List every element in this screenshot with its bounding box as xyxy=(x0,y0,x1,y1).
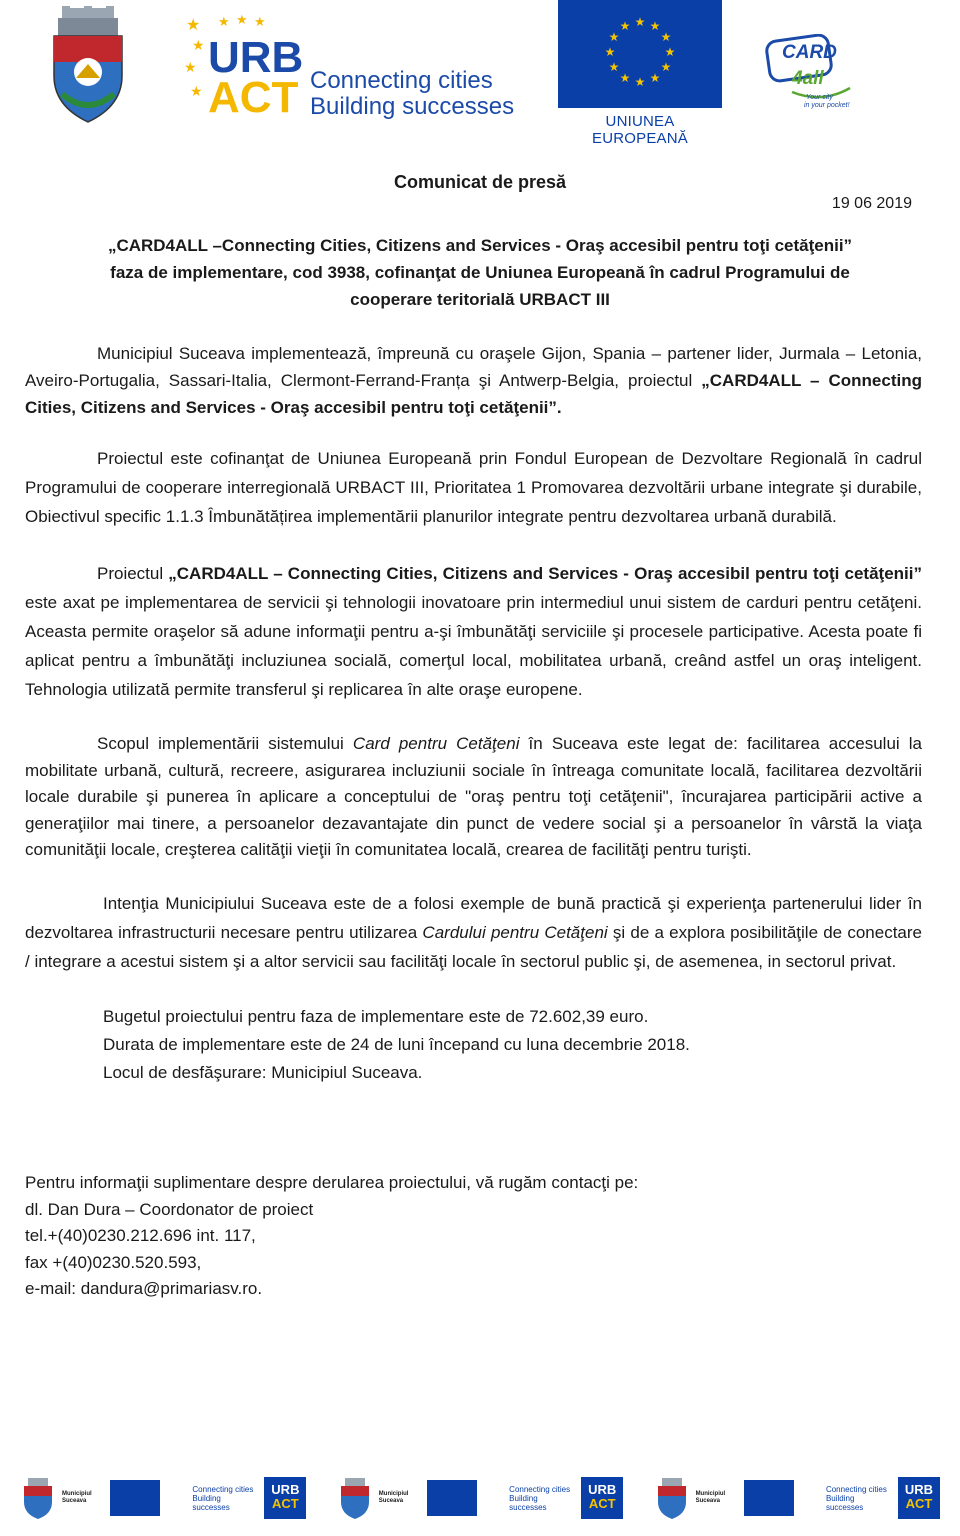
footer-muni-label xyxy=(696,1491,736,1505)
paragraph-project-description xyxy=(25,559,922,704)
footer-group-2 xyxy=(192,1477,306,1519)
footer-muni-label-1: Municipiul xyxy=(378,1491,409,1497)
footer-cc-label-2: Building successes xyxy=(509,1493,547,1512)
urbact-word-act: ACT xyxy=(208,73,299,122)
svg-text:★: ★ xyxy=(660,30,672,44)
footer-coat-icon xyxy=(656,1476,688,1520)
paragraph-scope-card-name: Card pentru Cetăţeni xyxy=(352,734,520,753)
paragraph-partners-text: Municipiul Suceava implementează, împreună cu oraşele Gijon, Spania – partener lider, Jurmala – Letonia, Aveiro-Portugalia, Sassari-Italia, Clermont-Ferrand-Franța şi Antwerp-Belgia, proiectul xyxy=(25,344,922,390)
svg-text:★: ★ xyxy=(649,19,661,33)
footer-muni-label-2: Suceava xyxy=(695,1498,720,1504)
footer-muni-label-2: Suceava xyxy=(62,1498,87,1504)
footer-urb: URB xyxy=(271,1482,300,1497)
footer-cc-label-2: Building successes xyxy=(825,1493,864,1512)
footer-group-4 xyxy=(509,1477,623,1519)
svg-text:★: ★ xyxy=(190,84,203,100)
budget-line: Bugetul proiectului pentru faza de implementare este de 72.602,39 euro. xyxy=(103,1007,649,1026)
footer-cc-label xyxy=(826,1485,890,1512)
eu-label: UNIUNEA EUROPEANĂ xyxy=(592,113,688,147)
footer-cc-label-1: Connecting cities xyxy=(825,1484,887,1494)
document-title: Comunicat de presă xyxy=(393,172,567,192)
footer-eu-flag-icon xyxy=(427,1480,477,1516)
contact-intro: Pentru informaţii suplimentare despre derularea proiectului, vă rugăm contacţi pe: xyxy=(25,1173,639,1192)
paragraph-project-description-text: este axat pe implementarea de servicii şi tehnologii inovatoare prin intermediul unui sistem de carduri pentru cetăţeni. Aceasta permite oraşelor să adune informaţii pentru a-şi îmbunătăţi serviciile şi procesele participative. Acesta poate fi aplicat pentru a îmbunătăţi incluziunea socială, comerţul local, mobilitatea urbană, creând astfel un oraş inteligent. Tehnologia utilizată permite transferul şi replicarea în alte oraşe europene. xyxy=(25,593,922,699)
paragraph-cofinancing: Proiectul este cofinanţat de Uniunea Europeană prin Fondul European de Dezvoltare Regională în cadrul Programului de cooperare interregională URBACT III, Prioritatea 1 Promovarea dezvoltării urbane integrate şi durabile, Obiectivul specific 1.1.3 Îmbunătățirea implementării planurilor integrate pentru dezvoltarea urbană durabilă. xyxy=(25,449,922,526)
svg-text:★: ★ xyxy=(236,13,248,28)
project-title-line-2: faza de implementare, cod 3938, cofinanţat de Uniunea Europeană în cadrul Programului de xyxy=(110,263,850,282)
footer-muni-label-1: Municipiul xyxy=(695,1491,726,1497)
footer-act: ACT xyxy=(588,1496,616,1511)
footer-cc-label xyxy=(509,1485,573,1512)
paragraph-partners xyxy=(25,340,922,421)
location-line: Locul de desfăşurare: Municipiul Suceava. xyxy=(103,1063,423,1082)
contact-fax: fax +(40)0230.520.593, xyxy=(25,1252,202,1272)
paragraph-scope-text: în Suceava este legat de: facilitarea accesului la mobilitate urbană, cultură, recreere, asigurarea incluziunii sociale în întreaga comunitate locală, facilitarea dezvoltării locale durabile şi punerea în aplicare a conceptului de "oraş pentru toţi cetăţenii", încurajarea participării active a generaţiilor mai tinere, a persoanelor dezavantajate din punct de vedere social şi a persoanelor în vârstă la viaţa comunităţii locale, creşterea calităţii vieţii în comunitatea locală, crearea de facilităţi pentru turişti. xyxy=(25,734,922,859)
paragraph-scope xyxy=(25,731,922,864)
svg-text:★: ★ xyxy=(619,19,631,33)
footer-eu-flag-icon xyxy=(744,1480,794,1516)
card4all-word-card: CARD xyxy=(782,42,837,63)
svg-text:★: ★ xyxy=(218,15,230,30)
footer-cc-label-1: Connecting cities xyxy=(509,1484,571,1494)
svg-text:★: ★ xyxy=(634,75,646,89)
footer-urbact-logo xyxy=(581,1477,623,1519)
footer-act: ACT xyxy=(272,1496,299,1511)
paragraph-partners-project-name: „CARD4ALL – Connecting Cities, Citizens and Services - Oraş accesibil pentru toţi cetăţenii”. xyxy=(25,371,922,417)
footer-urbact-logo xyxy=(264,1477,306,1519)
footer-coat-icon xyxy=(339,1476,371,1520)
paragraph-intention-intro: Intenţia Municipiului Suceava este de a folosi exemple de bună practică şi experienţa partenerului lider în dezvoltarea infrastructurii necesare pentru utilizarea xyxy=(25,894,922,942)
svg-text:★: ★ xyxy=(186,15,201,34)
footer-muni-label xyxy=(379,1491,419,1505)
urbact-tagline-1: Connecting cities xyxy=(310,67,493,94)
svg-text:★: ★ xyxy=(254,15,266,30)
footer-muni-label-1: Municipiul xyxy=(62,1491,92,1497)
svg-text:★: ★ xyxy=(660,60,672,74)
contact-block xyxy=(25,1170,638,1303)
svg-text:★: ★ xyxy=(604,45,616,59)
suceava-coat-of-arms-icon xyxy=(48,6,128,124)
footer-urb: URB xyxy=(904,1482,934,1497)
paragraph-project-description-intro: Proiectul xyxy=(97,564,169,583)
svg-text:★: ★ xyxy=(192,38,205,54)
footer-urb: URB xyxy=(588,1482,617,1497)
contact-person: dl. Dan Dura – Coordonator de proiect xyxy=(25,1199,314,1219)
paragraph-scope-intro: Scopul implementării sistemului xyxy=(97,734,353,753)
urbact-logo xyxy=(184,10,524,130)
svg-text:★: ★ xyxy=(649,71,661,85)
footer-urbact-logo xyxy=(898,1477,940,1519)
urbact-tagline-2: Building successes xyxy=(310,93,515,120)
paragraph-intention-text: şi de a explora posibilităţile de conectare / integrare a acestui sistem şi a altor servicii sau facilităţi locale în sectorul public şi, de asemenea, in sectorul privat. xyxy=(25,923,923,971)
paragraph-intention-card-name: Cardului pentru Cetăţeni xyxy=(422,923,608,942)
svg-text:★: ★ xyxy=(634,15,646,29)
footer-coat-icon xyxy=(22,1476,54,1520)
svg-text:★: ★ xyxy=(619,71,631,85)
paragraph-intention xyxy=(25,889,922,976)
urbact-stars-icon xyxy=(184,10,210,110)
svg-text:★: ★ xyxy=(608,30,620,44)
eu-flag-icon xyxy=(558,0,722,108)
footer-cc-label xyxy=(192,1485,256,1512)
svg-text:★: ★ xyxy=(608,60,620,74)
footer-act: ACT xyxy=(905,1496,933,1511)
duration-line: Durata de implementare este de 24 de luni începand cu luna decembrie 2018. xyxy=(103,1035,690,1054)
card4all-tagline-2: in your pocket! xyxy=(804,102,850,109)
footer-group-3 xyxy=(339,1476,477,1520)
footer-muni-label-2: Suceava xyxy=(378,1498,404,1504)
footer-group-6 xyxy=(826,1477,940,1519)
footer-cc-label-2: Building successes xyxy=(192,1493,230,1512)
document-date: 19 06 2019 xyxy=(831,195,912,212)
contact-email[interactable]: e-mail: dandura@primariasv.ro. xyxy=(25,1279,263,1298)
paragraph-project-description-name: „CARD4ALL – Connecting Cities, Citizens and Services - Oraş accesibil pentru toţi cetăţenii” xyxy=(168,564,922,583)
card4all-word-4all: 4all xyxy=(792,68,824,89)
project-title-line-1: „CARD4ALL –Connecting Cities, Citizens and Services - Oraş accesibil pentru toţi cetăţenii” xyxy=(107,236,853,255)
footer-logos xyxy=(22,1470,940,1526)
urbact-word-urb: URB xyxy=(208,33,304,82)
project-title-line-3: cooperare teritorială URBACT III xyxy=(350,290,610,309)
svg-text:★: ★ xyxy=(184,60,197,76)
svg-text:★: ★ xyxy=(664,45,676,59)
footer-group-5 xyxy=(656,1476,794,1520)
footer-group-1 xyxy=(22,1476,160,1520)
card4all-tagline-1: Your city xyxy=(806,94,833,101)
footer-cc-label-1: Connecting cities xyxy=(192,1484,254,1494)
urbact-top-stars-icon xyxy=(214,10,274,30)
card4all-logo xyxy=(762,34,866,120)
contact-phone: tel.+(40)0230.212.696 int. 117, xyxy=(25,1226,256,1245)
footer-eu-flag-icon xyxy=(110,1480,160,1516)
project-title xyxy=(40,232,920,313)
footer-muni-label xyxy=(62,1491,102,1505)
